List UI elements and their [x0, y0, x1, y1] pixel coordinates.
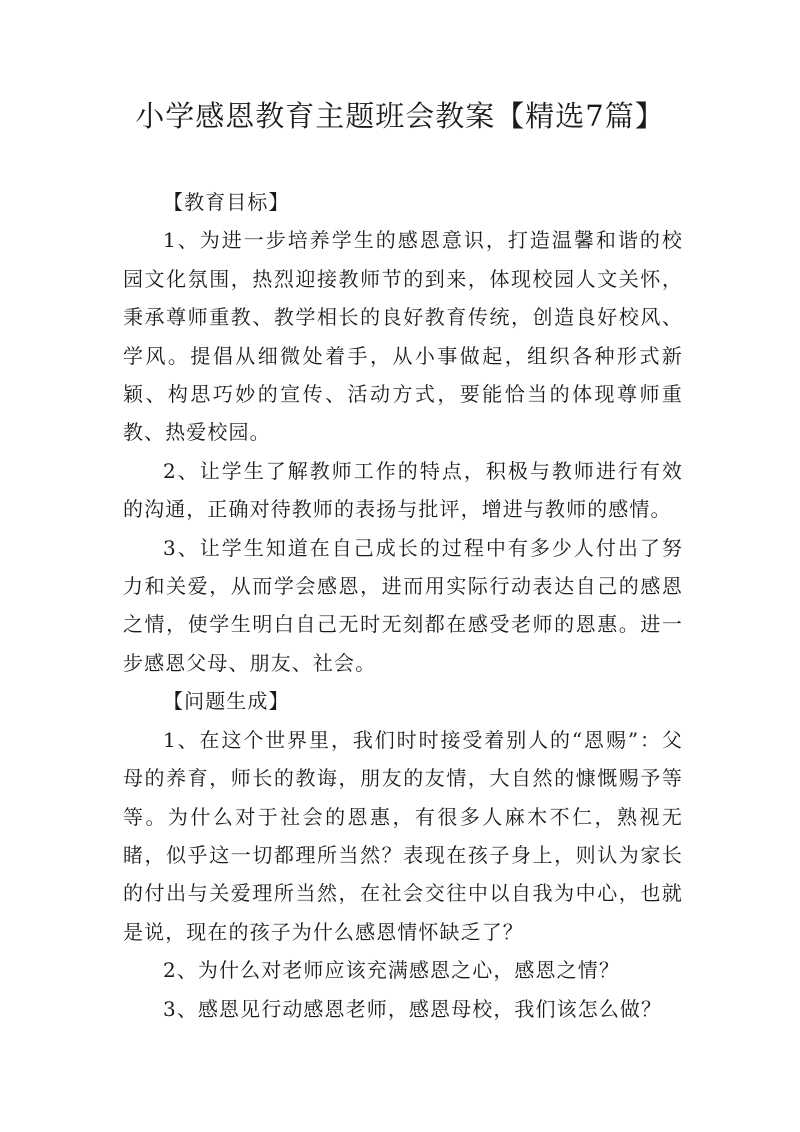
- goal-paragraph-3: 3、让学生知道在自己成长的过程中有多少人付出了努力和关爱，从而学会感恩，进而用实际行动表达自己的感恩之情，使学生明白自己无时无刻都在感受老师的恩惠。进一步感恩父母、朋友、社会。: [123, 535, 683, 675]
- section-heading-goals: 【教育目标】: [163, 190, 290, 214]
- goal-paragraph-1: 1、为进一步培养学生的感恩意识，打造温馨和谐的校园文化氛围，热烈迎接教师节的到来，体现校园人文关怀，秉承尊师重教、教学相长的良好教育传统，创造良好校风、学风。提倡从细微处着手，从小事做起，组织各种形式新颖、构思巧妙的宣传、活动方式，要能恰当的体现尊师重教、热爱校园。: [123, 228, 683, 445]
- document-title: 小学感恩教育主题班会教案【精选7篇】: [135, 99, 665, 133]
- goal-paragraph-2: 2、让学生了解教师工作的特点，积极与教师进行有效的沟通，正确对待教师的表扬与批评，增进与教师的感情。: [123, 458, 683, 522]
- question-paragraph-2: 2、为什么对老师应该充满感恩之心，感恩之情？: [163, 958, 620, 983]
- document-body: [123, 183, 683, 1028]
- question-paragraph-1: 1、在这个世界里，我们时时接受着别人的“恩赐”：父母的养育，师长的教诲，朋友的友情，大自然的慷慨赐予等等。为什么对于社会的恩惠，有很多人麻木不仁，熟视无睹，似乎这一切都理所当然？表现在孩子身上，则认为家长的付出与关爱理所当然，在社会交往中以自我为中心，也就是说，现在的孩子为什么感恩情怀缺乏了？: [123, 727, 683, 944]
- question-paragraph-3: 3、感恩见行动感恩老师，感恩母校，我们该怎么做？: [163, 996, 663, 1021]
- section-heading-questions: 【问题生成】: [163, 689, 290, 714]
